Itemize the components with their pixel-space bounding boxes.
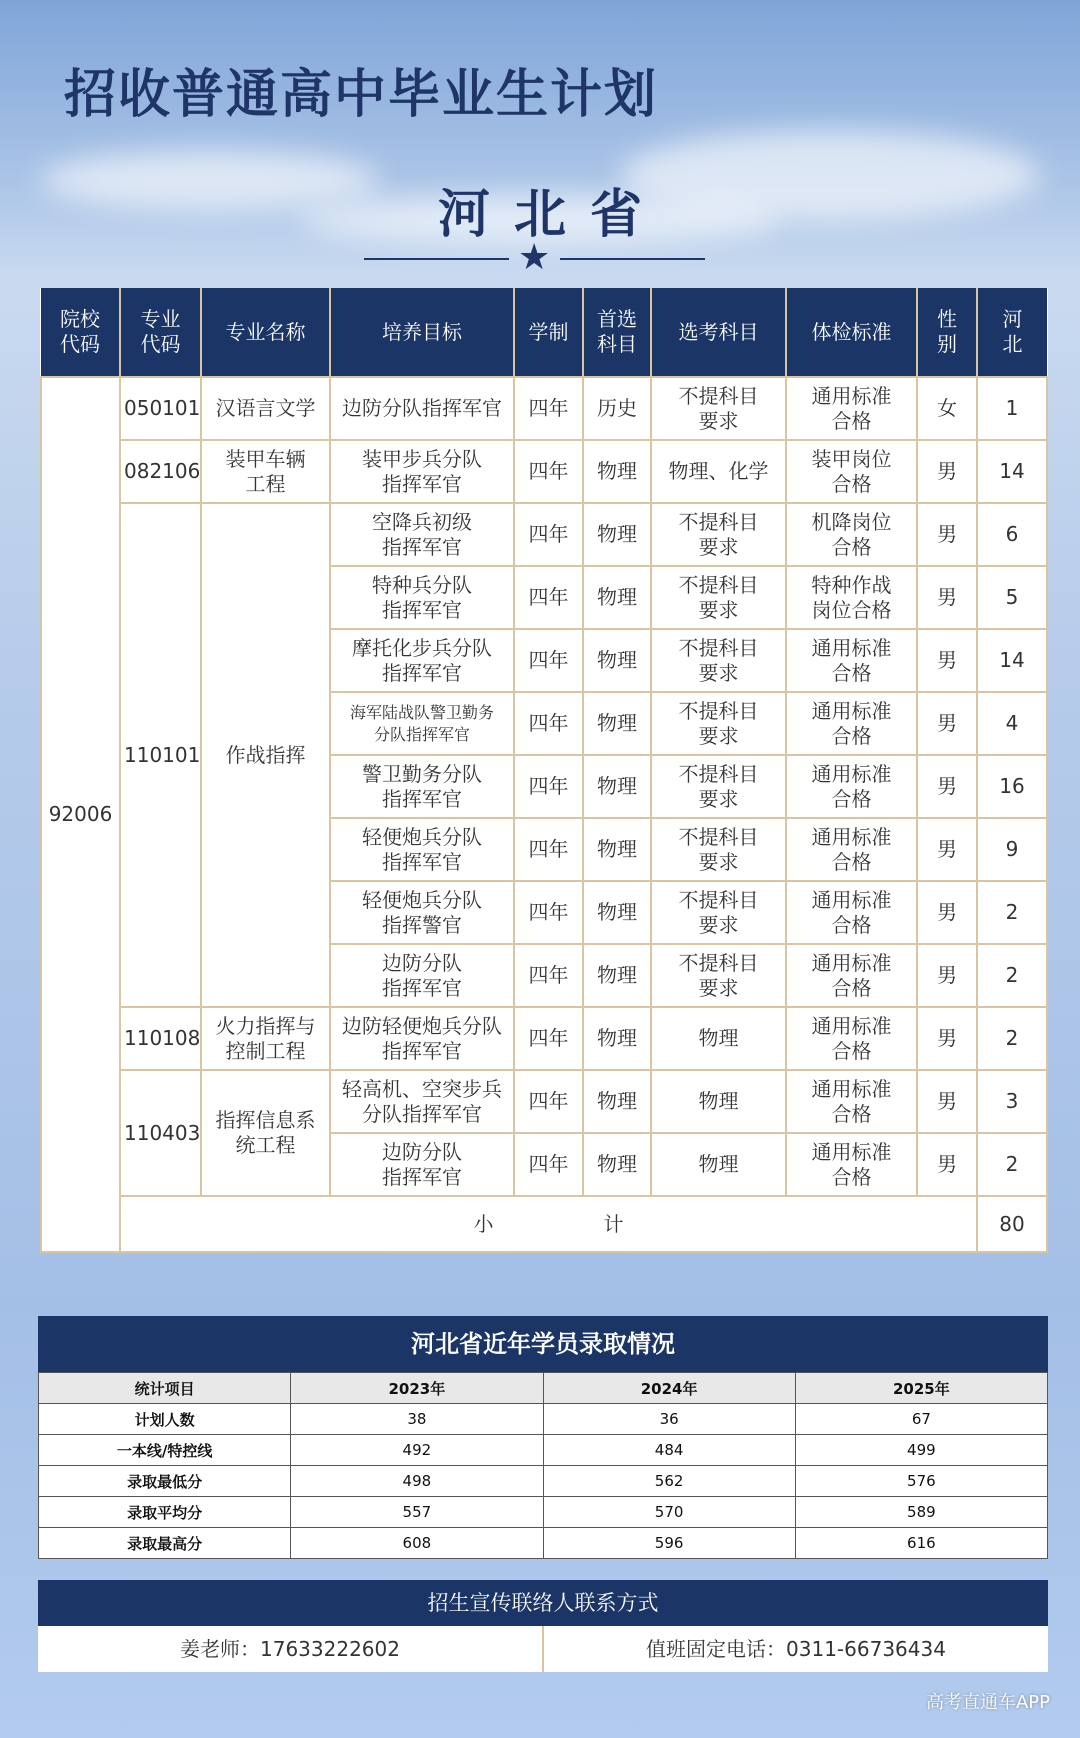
history-item-label: 一本线/特控线 <box>39 1435 291 1466</box>
elective-subjects <box>651 881 786 944</box>
cell-text: 不提科目 <box>678 383 759 408</box>
cell-text: 培养目标 <box>382 319 462 344</box>
page-title: 招收普通高中毕业生计划 <box>64 64 659 125</box>
cell-text: 统工程 <box>235 1133 296 1157</box>
cell-text: 轻便炮兵分队 <box>362 887 482 912</box>
cell-text: 要求 <box>698 534 739 559</box>
primary-subject: 物理 <box>583 1007 651 1070</box>
cell-text: 指挥警官 <box>382 912 462 937</box>
training-target <box>330 755 514 818</box>
quota-count: 2 <box>977 944 1047 1007</box>
cell-text: 不提科目 <box>678 509 759 534</box>
gender: 男 <box>917 566 977 629</box>
cell-text: 不提科目 <box>678 950 759 975</box>
history-item-label: 录取最低分 <box>39 1466 291 1497</box>
gender: 男 <box>917 944 977 1007</box>
history-value: 484 <box>543 1435 795 1466</box>
cell-text: 别 <box>937 332 957 356</box>
training-target <box>330 944 514 1007</box>
quota-count: 16 <box>977 755 1047 818</box>
cell-text: 指挥军官 <box>382 849 462 874</box>
cell-text: 分队指挥军官 <box>362 1101 482 1126</box>
table-row <box>41 1070 1047 1133</box>
gender: 男 <box>917 755 977 818</box>
cell-text: 边防分队指挥军官 <box>342 396 502 420</box>
contact-row <box>38 1626 1048 1672</box>
duration: 四年 <box>514 377 583 440</box>
elective-subjects <box>651 503 786 566</box>
table-row <box>41 503 1047 566</box>
column-header <box>514 288 583 377</box>
cell-text: 合格 <box>831 1164 872 1189</box>
physical-standard <box>786 566 917 629</box>
duration: 四年 <box>514 440 583 503</box>
elective-subjects <box>651 440 786 503</box>
duration: 四年 <box>514 944 583 1007</box>
school-code: 92006 <box>41 377 120 1252</box>
cell-text: 特种作战 <box>811 572 892 597</box>
history-item-label: 录取平均分 <box>39 1497 291 1528</box>
duration: 四年 <box>514 755 583 818</box>
physical-standard <box>786 377 917 440</box>
cell-text: 通用标准 <box>811 1013 892 1038</box>
contact-phone: 值班固定电话：0311-66736434 <box>542 1626 1048 1672</box>
training-target <box>330 818 514 881</box>
quota-count: 2 <box>977 1133 1047 1196</box>
cell-text: 专业 <box>140 307 181 331</box>
cell-text: 不提科目 <box>678 635 759 660</box>
gender: 男 <box>917 692 977 755</box>
history-column-header: 统计项目 <box>39 1373 291 1404</box>
history-column-header: 2025年 <box>795 1373 1047 1404</box>
duration: 四年 <box>514 566 583 629</box>
physical-standard <box>786 1070 917 1133</box>
elective-subjects <box>651 1070 786 1133</box>
duration: 四年 <box>514 503 583 566</box>
subtotal-row <box>41 1196 1047 1252</box>
cell-text: 通用标准 <box>811 383 892 408</box>
cell-text: 合格 <box>831 786 872 811</box>
duration: 四年 <box>514 881 583 944</box>
major-code: 050101 <box>120 377 201 440</box>
gender: 男 <box>917 1007 977 1070</box>
physical-standard <box>786 629 917 692</box>
gender: 男 <box>917 818 977 881</box>
cell-text: 通用标准 <box>811 1139 892 1164</box>
watermark: 高考直通车APP <box>925 1692 1050 1713</box>
cell-text: 通用标准 <box>811 761 892 786</box>
cell-text: 指挥军官 <box>382 975 462 1000</box>
history-value: 608 <box>291 1528 543 1559</box>
subtotal-value: 80 <box>977 1196 1047 1252</box>
plan-header-row <box>41 288 1047 377</box>
duration: 四年 <box>514 692 583 755</box>
cell-text: 要求 <box>698 912 739 937</box>
cell-text: 合格 <box>831 1038 872 1063</box>
cell-text: 火力指挥与 <box>215 1013 316 1038</box>
quota-count: 2 <box>977 1007 1047 1070</box>
cell-text: 指挥军官 <box>382 786 462 811</box>
history-row <box>39 1466 1048 1497</box>
subtotal-label-part: 小 <box>473 1211 494 1236</box>
gender: 男 <box>917 629 977 692</box>
cell-text: 边防轻便炮兵分队 <box>342 1013 502 1038</box>
cell-text: 指挥军官 <box>382 597 462 622</box>
cell-text: 合格 <box>831 975 872 1000</box>
cell-text: 不提科目 <box>678 887 759 912</box>
duration: 四年 <box>514 1133 583 1196</box>
duration: 四年 <box>514 818 583 881</box>
quota-count: 14 <box>977 440 1047 503</box>
history-column-header: 2024年 <box>543 1373 795 1404</box>
quota-count: 9 <box>977 818 1047 881</box>
primary-subject: 历史 <box>583 377 651 440</box>
subtotal-label <box>120 1196 977 1252</box>
cell-text: 要求 <box>698 723 739 748</box>
quota-count: 14 <box>977 629 1047 692</box>
primary-subject: 物理 <box>583 566 651 629</box>
history-value: 67 <box>795 1404 1047 1435</box>
cell-text: 科目 <box>597 332 637 356</box>
cell-text: 学制 <box>528 319 569 344</box>
training-target <box>330 692 514 755</box>
elective-subjects <box>651 1133 786 1196</box>
cell-text: 指挥军官 <box>382 1038 462 1063</box>
physical-standard <box>786 818 917 881</box>
physical-standard <box>786 692 917 755</box>
primary-subject: 物理 <box>583 1070 651 1133</box>
primary-subject: 物理 <box>583 629 651 692</box>
cell-text: 院校 <box>60 307 100 331</box>
cell-text: 装甲步兵分队 <box>362 446 482 471</box>
cell-text: 汉语言文学 <box>215 396 316 420</box>
cell-text: 分队指挥军官 <box>373 724 470 744</box>
elective-subjects <box>651 1007 786 1070</box>
elective-subjects <box>651 755 786 818</box>
history-row <box>39 1497 1048 1528</box>
gender: 男 <box>917 503 977 566</box>
column-header <box>120 288 201 377</box>
cell-text: 岗位合格 <box>811 597 892 622</box>
physical-standard <box>786 755 917 818</box>
history-value: 576 <box>795 1466 1047 1497</box>
cell-text: 北 <box>1002 332 1023 356</box>
major-code: 110403 <box>120 1070 201 1196</box>
history-row <box>39 1528 1048 1559</box>
major-name <box>201 440 330 503</box>
column-header <box>786 288 917 377</box>
cell-text: 作战指挥 <box>225 742 306 767</box>
cell-text: 要求 <box>698 660 739 685</box>
cell-text: 通用标准 <box>811 1076 892 1101</box>
column-header <box>41 288 120 377</box>
physical-standard <box>786 1007 917 1070</box>
training-target <box>330 881 514 944</box>
history-value: 596 <box>543 1528 795 1559</box>
cell-text: 合格 <box>831 1101 872 1126</box>
table-row <box>41 440 1047 503</box>
admission-history-table <box>38 1372 1048 1559</box>
duration: 四年 <box>514 1007 583 1070</box>
primary-subject: 物理 <box>583 440 651 503</box>
cell-text: 空降兵初级 <box>372 509 472 534</box>
history-value: 498 <box>291 1466 543 1497</box>
history-value: 36 <box>543 1404 795 1435</box>
quota-count: 6 <box>977 503 1047 566</box>
cell-text: 通用标准 <box>811 950 892 975</box>
column-header <box>917 288 977 377</box>
cell-text: 物理 <box>698 1089 739 1113</box>
training-target <box>330 566 514 629</box>
history-column-header: 2023年 <box>291 1373 543 1404</box>
training-target <box>330 503 514 566</box>
cell-text: 代码 <box>60 332 100 356</box>
contact-teacher: 姜老师：17633222602 <box>180 1637 400 1661</box>
cell-text: 要求 <box>698 597 739 622</box>
enrollment-plan-table <box>40 288 1048 1253</box>
history-value: 616 <box>795 1528 1047 1559</box>
cell-text: 警卫勤务分队 <box>362 761 482 786</box>
gender: 男 <box>917 440 977 503</box>
cell-text: 边防分队 <box>382 950 462 975</box>
cell-text: 物理 <box>698 1026 739 1050</box>
cell-text: 专业名称 <box>225 319 306 344</box>
history-title: 河北省近年学员录取情况 <box>38 1316 1048 1372</box>
elective-subjects <box>651 566 786 629</box>
primary-subject: 物理 <box>583 818 651 881</box>
primary-subject: 物理 <box>583 944 651 1007</box>
cell-text: 控制工程 <box>225 1038 306 1063</box>
cell-text: 指挥军官 <box>382 534 462 559</box>
cell-text: 要求 <box>698 849 739 874</box>
cell-text: 边防分队 <box>382 1139 462 1164</box>
training-target <box>330 440 514 503</box>
major-code: 110108 <box>120 1007 201 1070</box>
primary-subject: 物理 <box>583 1133 651 1196</box>
cell-text: 合格 <box>831 471 872 496</box>
cell-text: 性 <box>937 307 957 331</box>
quota-count: 2 <box>977 881 1047 944</box>
cell-text: 不提科目 <box>678 698 759 723</box>
elective-subjects <box>651 944 786 1007</box>
major-name <box>201 1070 330 1196</box>
history-value: 557 <box>291 1497 543 1528</box>
physical-standard <box>786 881 917 944</box>
cell-text: 物理、化学 <box>668 459 769 483</box>
physical-standard <box>786 944 917 1007</box>
major-name <box>201 503 330 1007</box>
cell-text: 轻便炮兵分队 <box>362 824 482 849</box>
primary-subject: 物理 <box>583 503 651 566</box>
cell-text: 选考科目 <box>678 319 759 344</box>
primary-subject: 物理 <box>583 881 651 944</box>
cell-text: 合格 <box>831 408 872 433</box>
duration: 四年 <box>514 629 583 692</box>
elective-subjects <box>651 377 786 440</box>
cell-text: 合格 <box>831 660 872 685</box>
physical-standard <box>786 440 917 503</box>
column-header <box>977 288 1047 377</box>
cell-text: 合格 <box>831 912 872 937</box>
cell-text: 装甲车辆 <box>225 446 306 471</box>
physical-standard <box>786 1133 917 1196</box>
contact-title: 招生宣传联络人联系方式 <box>38 1580 1048 1626</box>
major-name <box>201 377 330 440</box>
history-item-label: 录取最高分 <box>39 1528 291 1559</box>
elective-subjects <box>651 692 786 755</box>
cell-text: 通用标准 <box>811 635 892 660</box>
column-header <box>201 288 330 377</box>
cell-text: 通用标准 <box>811 887 892 912</box>
history-value: 38 <box>291 1404 543 1435</box>
subtotal-label-part: 计 <box>603 1211 624 1236</box>
training-target <box>330 629 514 692</box>
table-row <box>41 377 1047 440</box>
cell-text: 合格 <box>831 534 872 559</box>
primary-subject: 物理 <box>583 692 651 755</box>
cell-text: 合格 <box>831 849 872 874</box>
history-value: 570 <box>543 1497 795 1528</box>
major-code: 082106 <box>120 440 201 503</box>
history-item-label: 计划人数 <box>39 1404 291 1435</box>
column-header <box>330 288 514 377</box>
training-target <box>330 1007 514 1070</box>
cell-text: 首选 <box>597 307 637 331</box>
history-row <box>39 1435 1048 1466</box>
quota-count: 5 <box>977 566 1047 629</box>
column-header <box>651 288 786 377</box>
quota-count: 4 <box>977 692 1047 755</box>
history-header-row <box>39 1373 1048 1404</box>
cell-text: 工程 <box>245 471 286 496</box>
duration: 四年 <box>514 1070 583 1133</box>
cell-text: 轻高机、空突步兵 <box>342 1076 502 1101</box>
major-name <box>201 1007 330 1070</box>
cell-text: 海军陆战队警卫勤务 <box>349 702 494 722</box>
province-title: 河北省 <box>437 184 666 245</box>
training-target <box>330 1070 514 1133</box>
cell-text: 不提科目 <box>678 761 759 786</box>
history-value: 492 <box>291 1435 543 1466</box>
cell-text: 指挥信息系 <box>215 1108 316 1132</box>
cell-text: 装甲岗位 <box>811 446 892 471</box>
cell-text: 指挥军官 <box>382 471 462 496</box>
cell-text: 要求 <box>698 786 739 811</box>
history-row <box>39 1404 1048 1435</box>
gender: 女 <box>917 377 977 440</box>
cell-text: 要求 <box>698 975 739 1000</box>
cell-text: 指挥军官 <box>382 1164 462 1189</box>
cell-text: 代码 <box>140 332 181 356</box>
cell-text: 体检标准 <box>811 319 892 344</box>
cell-text: 物理 <box>698 1152 739 1176</box>
star-icon: ★ <box>518 237 551 278</box>
cell-text: 河 <box>1002 307 1023 331</box>
gender: 男 <box>917 1133 977 1196</box>
cell-text: 特种兵分队 <box>372 572 472 597</box>
divider-right <box>560 258 705 260</box>
history-value: 562 <box>543 1466 795 1497</box>
physical-standard <box>786 503 917 566</box>
cell-text: 合格 <box>831 723 872 748</box>
history-value: 499 <box>795 1435 1047 1466</box>
cell-text: 不提科目 <box>678 572 759 597</box>
cell-text: 通用标准 <box>811 698 892 723</box>
cell-text: 通用标准 <box>811 824 892 849</box>
quota-count: 1 <box>977 377 1047 440</box>
gender: 男 <box>917 1070 977 1133</box>
cell-text: 机降岗位 <box>811 509 892 534</box>
training-target <box>330 377 514 440</box>
history-value: 589 <box>795 1497 1047 1528</box>
divider-left <box>364 258 509 260</box>
quota-count: 3 <box>977 1070 1047 1133</box>
primary-subject: 物理 <box>583 755 651 818</box>
cell-text: 摩托化步兵分队 <box>352 635 492 660</box>
table-row <box>41 1007 1047 1070</box>
training-target <box>330 1133 514 1196</box>
gender: 男 <box>917 881 977 944</box>
cell-text: 指挥军官 <box>382 660 462 685</box>
cell-text: 要求 <box>698 408 739 433</box>
elective-subjects <box>651 818 786 881</box>
major-code: 110101 <box>120 503 201 1007</box>
column-header <box>583 288 651 377</box>
elective-subjects <box>651 629 786 692</box>
cell-text: 不提科目 <box>678 824 759 849</box>
